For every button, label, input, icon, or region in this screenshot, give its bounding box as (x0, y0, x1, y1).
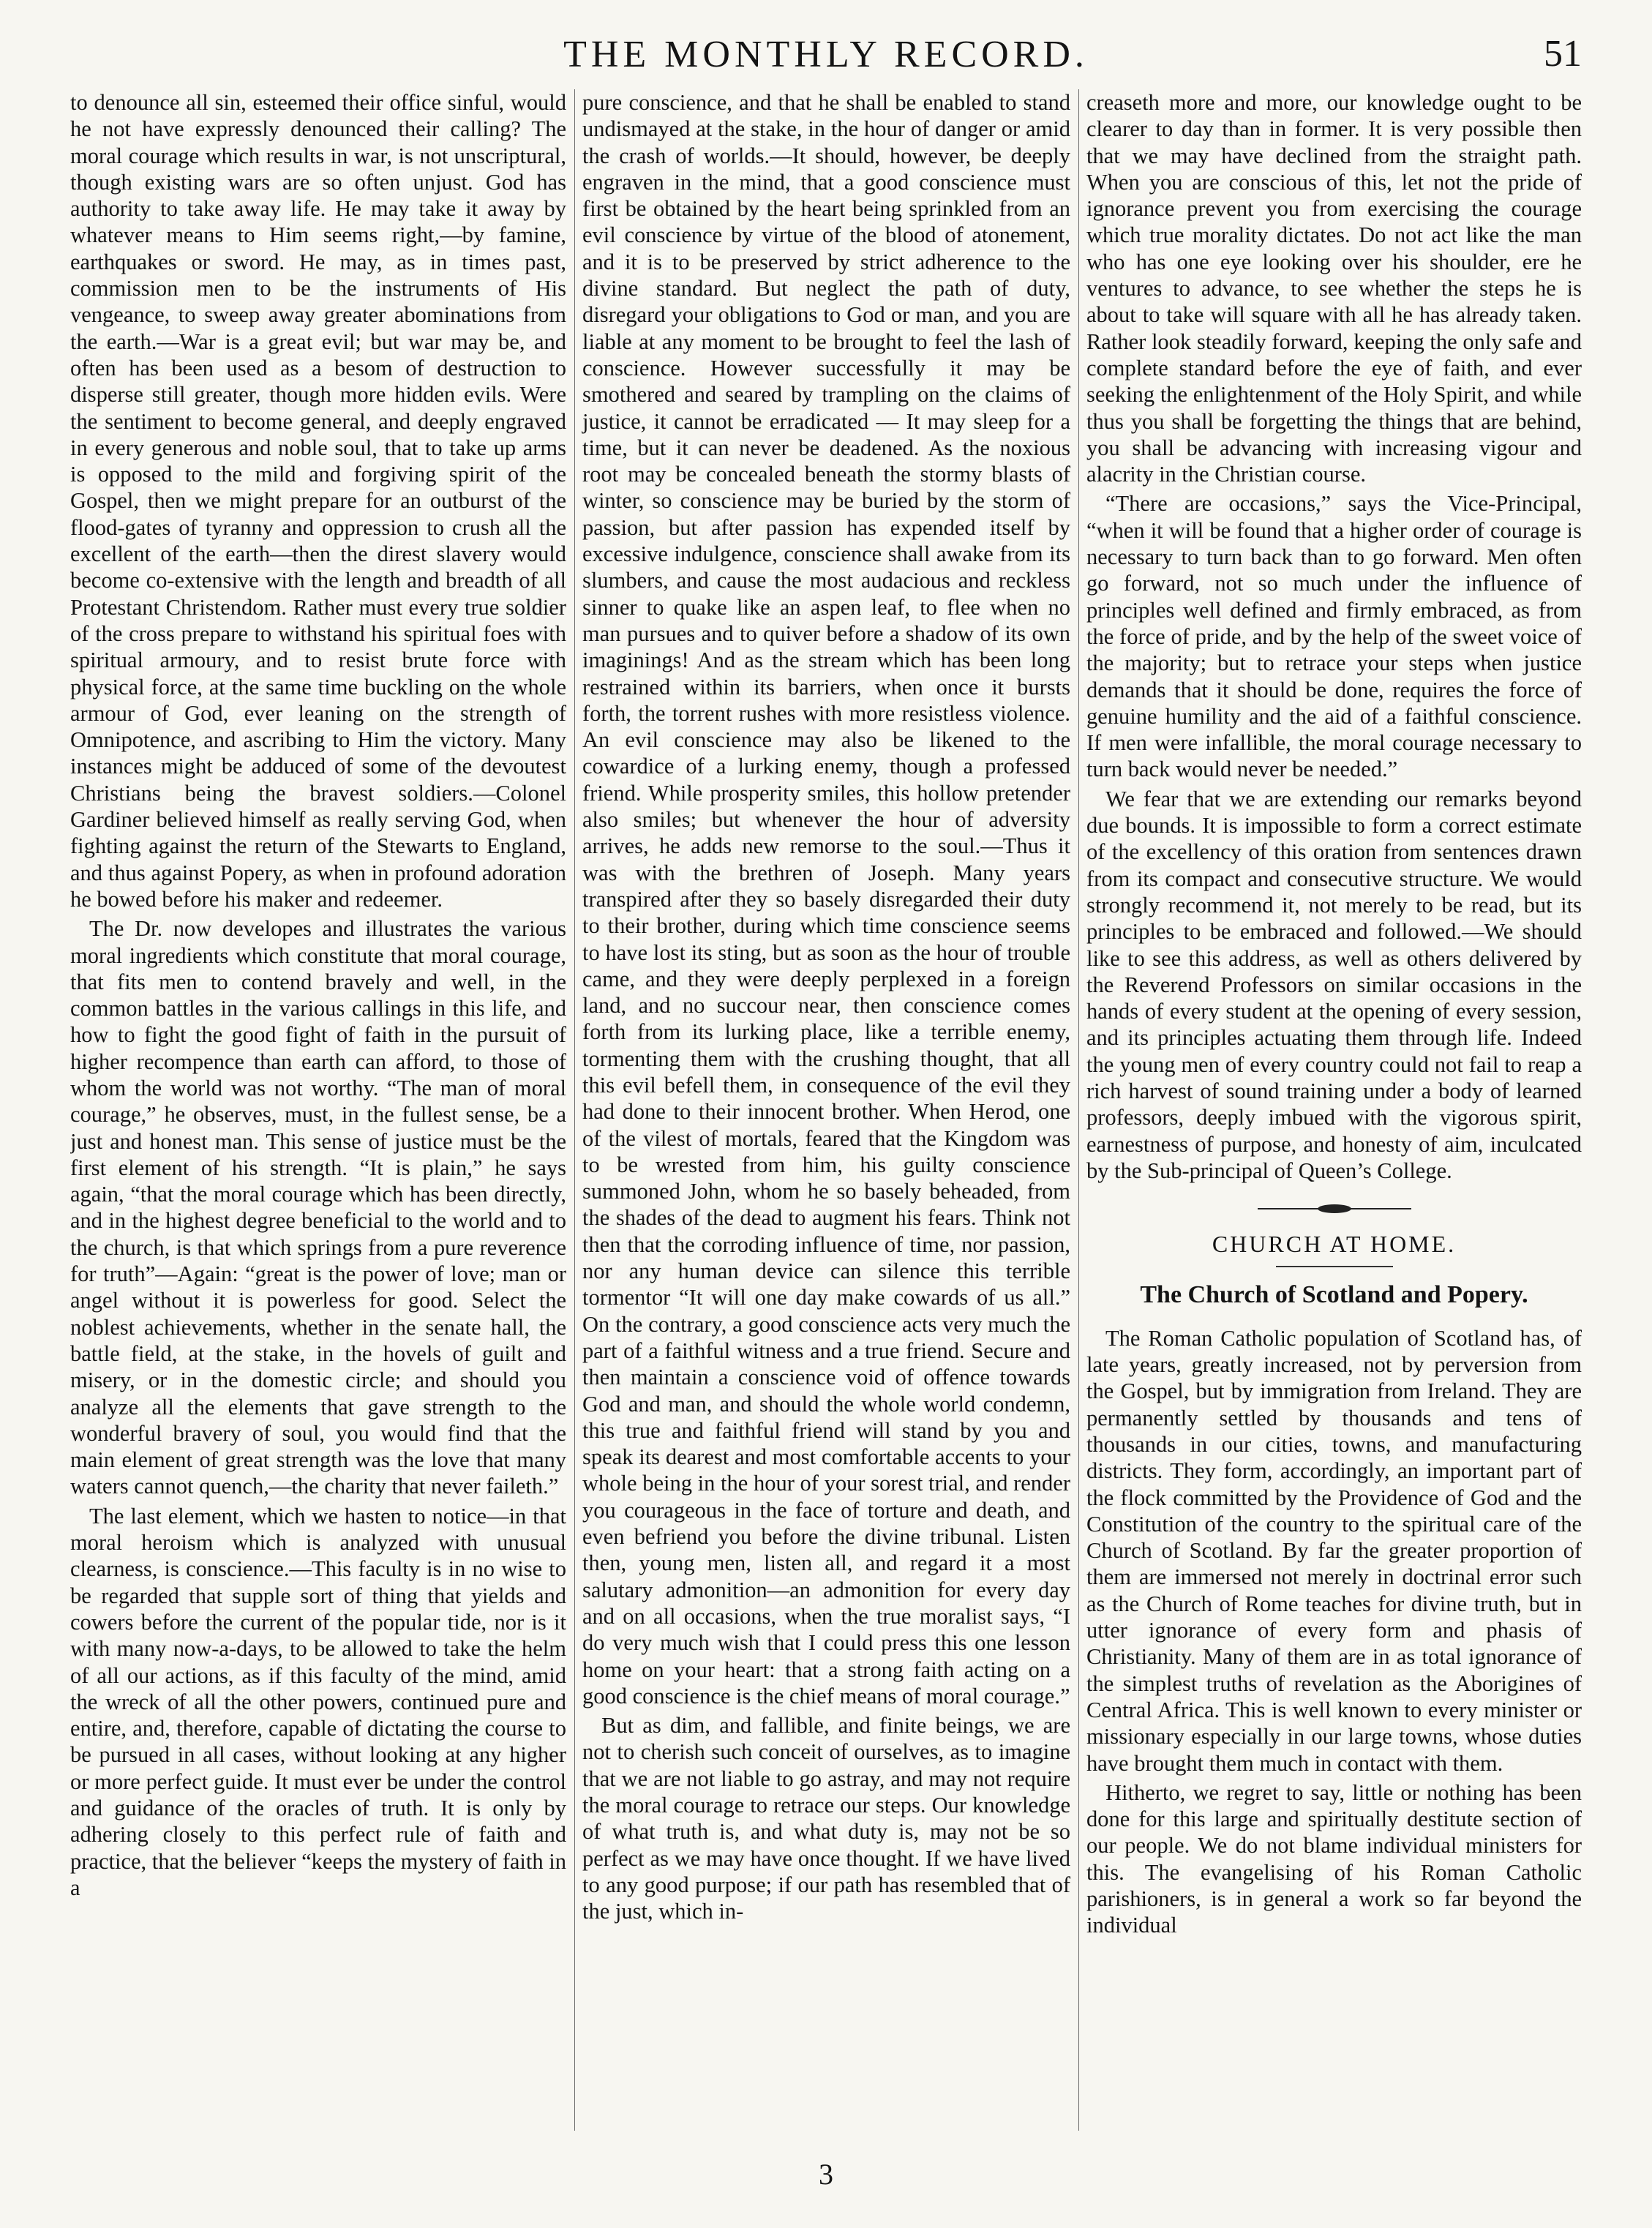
divider-ornament-icon (1318, 1204, 1351, 1213)
paragraph: Hitherto, we regret to say, little or nothing has been done for this large and spiritually destitute section of our people. We do not blame individual ministers for this. The evangelising of his Roman Catholic parishioners, is in general a work so far beyond the individual (1086, 1779, 1582, 1938)
paragraph: to denounce all sin, esteemed their office sinful, would he not have expressly denounced their calling? The moral courage which results in war, is not unscriptural, though existing wars are so often unjust. God has authority to take away life. He may take it away by whatever means to Him seems right,—by famine, earthquakes or sword. He may, as in times past, commission men to be the instruments of His vengeance, to sweep away greater abominations from the earth.—War is a great evil; but war may be, and often has been used as a besom of destruction to disperse still greater, though more hidden evils. Were the sentiment to become general, and deeply engraved in every generous and noble soul, that to take up arms is opposed to the mild and forgiving spirit of the Gospel, then we might prepare for an outburst of the flood-gates of tyranny and oppression to crush all the excellent of the earth—then the direst slavery would become co-extensive with the length and breadth of all Protestant Christendom. Rather must every true soldier of the cross prepare to withstand his spiritual foes with spiritual armoury, and to resist brute force with physical force, at the same time buckling on the whole armour of God, ever leaning on the strength of Omnipotence, and ascribing to Him the victory. Many instances might be adduced of some of the devoutest Christians being the bravest soldiers.—Colonel Gardiner believed himself as really serving God, when fighting against the return of the Stewarts to England, and thus against Popery, as when in profound adoration he bowed before his maker and redeemer. (70, 90, 566, 912)
paragraph: “There are occasions,” says the Vice-Principal, “when it will be found that a higher order of courage is necessary to turn back than to go forward. Men often go forward, not so much under the influence of principles well defined and firmly embraced, as from the force of pride, and by the help of the sweet voice of the majority; but to retrace your steps when justice demands that it should be done, requires the force of genuine humility and the aid of a faithful conscience. If men were infallible, the moral courage necessary to turn back would never be needed.” (1086, 491, 1582, 782)
column-2 (574, 89, 1078, 2131)
paragraph: We fear that we are extending our remarks beyond due bounds. It is impossible to form a correct estimate of the excellency of this oration from sentences drawn from its compact and consecutive structure. We would strongly recommend it, not merely to be read, but its principles to be embraced and followed.—We should like to see this address, as well as others delivered by the Reverend Professors on similar occasions in the hands of every student at the opening of every session, and its principles actuating them through life. Indeed the young men of every country could not fail to reap a rich harvest of sound training under a body of learned professors, deeply imbued with the vigorous spirit, earnestness of purpose, and honesty of aim, inculcated by the Sub-principal of Queen’s College. (1086, 786, 1582, 1183)
paragraph: creaseth more and more, our knowledge ought to be clearer to day than in former. It is very possible then that we may have declined from the straight path. When you are conscious of this, let not the pride of ignorance prevent you from exercising the courage which true morality dictates. Do not act like the man who has one eye looking over his shoulder, ere he ventures to advance, to see whether the steps he is about to take will square with all he has already taken. Rather look steadily forward, keeping the only safe and complete standard before the eye of faith, and ever seeking the enlightenment of the Holy Spirit, and while thus you shall be forgetting the things that are behind, you shall be advancing with increasing vigour and alacrity in the Christian course. (1086, 90, 1582, 487)
page-header (70, 31, 1582, 78)
page-number: 51 (1544, 33, 1582, 75)
paragraph: The Dr. now developes and illustrates the various moral ingredients which constitute that moral courage, that fits men to contend bravely and well, in the common battles in the various callings in this life, and how to fight the good fight of faith in the pursuit of higher recompence than earth can afford, to those of whom the world was not worthy. “The man of moral courage,” he observes, must, in the fullest sense, be a just and honest man. This sense of justice must be the first element of his strength. “It is plain,” he says again, “that the moral courage which has been directly, and in the highest degree beneficial to the world and to the church, is that which springs from a pure reverence for truth”—Again: “great is the power of love; man or angel without it is powerless for good. Select the noblest achievements, whether in the senate hall, the battle field, at the stake, in the hovels of guilt and misery, or in the domestic circle; and should you analyze all the elements that gave strength to the wonderful bravery of soul, you would find that the main element of great strength was the love that many waters cannot quench,—the charity that never faileth.” (70, 916, 566, 1499)
article-title: The Church of Scotland and Popery. (1140, 1281, 1528, 1309)
running-title: THE MONTHLY RECORD. (563, 33, 1089, 75)
signature-mark: 3 (819, 2158, 833, 2191)
paragraph: But as dim, and fallible, and finite beings, we are not to cherish such conceit of ourselves, as to imagine that we are not liable to go astray, and may not require the moral courage to retrace our steps. Our knowledge of what truth is, and what duty is, may not be so perfect as we may have once thought. If we have lived to any good purpose; if our path has resembled that of the just, which in- (582, 1713, 1070, 1924)
ornamental-divider (1258, 1204, 1411, 1213)
section-heading: CHURCH AT HOME. (1212, 1231, 1457, 1258)
paragraph: The Roman Catholic population of Scotland has, of late years, greatly increased, not by perversion from the Gospel, but by immigration from Ireland. They are permanently settled by thousands and tens of thousands in our cities, towns, and manufacturing districts. They form, accordingly, an important part of the flock committed by the Providence of God and the Constitution of the country to the spiritual care of the Church of Scotland. By far the greater proportion of them are immersed not merely in doctrinal error such as the Church of Rome teaches for divine truth, but in utter ignorance of every form and phasis of Christianity. Many of them are in as total ignorance of the simplest truths of revelation as the Aborigines of Central Africa. This is well known to every minister or missionary especially in our large towns, whose duties have brought them much in contact with them. (1086, 1325, 1582, 1776)
column-1 (70, 89, 574, 2131)
paragraph: pure conscience, and that he shall be enabled to stand undismayed at the stake, in the hour of danger or amid the crash of worlds.—It should, however, be deeply engraven in the mind, that a good conscience must first be obtained by the heart being sprinkled from an evil conscience by virtue of the blood of atonement, and it is to be preserved by strict adherence to the divine standard. But neglect the path of duty, disregard your obligations to God or man, and you are liable at any moment to be brought to feel the lash of conscience. However successfully it may be smothered and seared by trampling on the claims of justice, it cannot be erradicated — It may sleep for a time, but it can never be deadened. As the noxious root may be concealed beneath the stormy blasts of winter, so conscience may be buried by the storm of passion, but after passion has expended itself by excessive indulgence, conscience shall awake from its slumbers, and cause the most audacious and reckless sinner to quake like an aspen leaf, to flee when no man pursues and to quiver before a shadow of its own imaginings! And as the stream which has been long restrained within its barriers, when once it bursts forth, the torrent rushes with more resistless violence. An evil conscience may also be likened to the cowardice of a lurking enemy, though a professed friend. While prosperity smiles, this hollow pretender also smiles; but whenever the hour of adversity arrives, he adds new remorse to the soul.—Thus it was with the brethren of Joseph. Many years transpired after they so basely disregarded their duty to their brother, during which time conscience seems to have lost its sting, but as soon as the hour of trouble came, and they were deeply perplexed in a foreign land, and no succour near, then conscience comes forth from its lurking place, like a terrible enemy, tormenting them with the crushing thought, that all this evil befell them, in consequence of the evil they had done to their innocent brother. When Herod, one of the vilest of mortals, feared that the Kingdom was to be wrested from him, his guilty conscience summoned John, whom he so basely beheaded, from the shades of the dead to augment his fears. Think not then that the corroding influence of time, nor passion, nor any human device can silence this terrible tormentor “It will one day make cowards of us all.” On the contrary, a good conscience acts very much the part of a faithful witness and a true friend. Secure and then maintain a conscience void of offence towards God and man, and should the whole world condemn, this true and faithful friend will stand by you and speak its dearest and most comfortable accents to your whole being in the hour of your sorest trial, and render you courageous in the face of torture and death, and even befriend you before the divine tribunal. Listen then, young men, listen all, and regard it a most salutary admonition—an admonition for every day and on all occasions, when the true moralist says, “I do very much wish that I could press this one lesson home on your heart: that a strong faith acting on a good conscience is the chief means of moral courage.” (582, 90, 1070, 1708)
section-rule (1276, 1266, 1393, 1267)
text-columns (70, 89, 1582, 2131)
column-3 (1078, 89, 1582, 2131)
paragraph: The last element, which we hasten to notice—in that moral heroism which is analyzed with unusual clearness, is conscience.—This faculty is in no wise to be regarded that supple sort of thing that yields and cowers before the current of the popular tide, nor is it with many now-a-days, to be allowed to take the helm of all our actions, as if this faculty of the mind, amid the wreck of all the other powers, continued pure and entire, and, therefore, capable of dictating the course to be pursued in all cases, without looking at any higher or more perfect guide. It must ever be under the control and guidance of the oracles of truth. It is only by adhering closely to this perfect rule of faith and practice, that the believer “keeps the mystery of faith in a (70, 1503, 566, 1900)
